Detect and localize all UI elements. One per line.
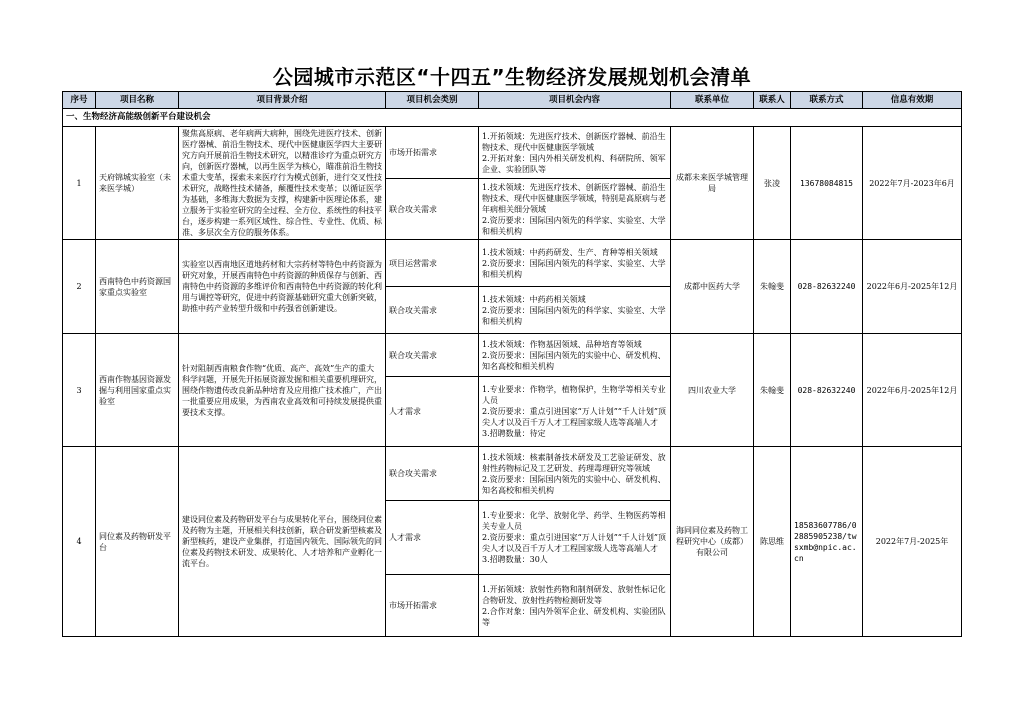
validity-period: 2022年6月-2025年12月	[863, 240, 962, 334]
need-category: 项目运营需求	[386, 240, 479, 287]
header-phone: 联系方式	[791, 92, 863, 109]
need-category: 联合攻关需求	[386, 179, 479, 240]
table-header-row	[63, 92, 962, 109]
need-category: 人才需求	[386, 501, 479, 575]
need-category: 联合攻关需求	[386, 287, 479, 334]
project-background: 聚焦高原病、老年病两大病种，围绕先进医疗技术、创新医疗器械、前沿生物技术、现代中医健康医学四大主要研究方向开展前沿生物技术研究，以精准诊疗为重点研究方向，创新医疗器械，以再生医学为核心，瞄准前沿生物技术重大变革，探索未来医疗行为模式创新，进行交叉性技术研究，战略性技术储备，颠覆性技术变革；以循证医学为基础，多维海大数据为支撑，构建新中医理论体系，建立服务于实验室研究的全过程、全方位、系统性的科技平台，逐步构建一系列区域性、综合性、专业性、优质、标准、多层次全方位的服务体系。	[179, 127, 386, 240]
document-title: 公园城市示范区“十四五”生物经济发展规划机会清单	[272, 65, 752, 89]
project-no: 2	[63, 240, 96, 334]
need-category: 市场开拓需求	[386, 127, 479, 179]
validity-period: 2022年7月-2025年	[863, 447, 962, 637]
header-person: 联系人	[754, 92, 791, 109]
need-content: 1.专业要求：化学、放射化学、药学、生物医药等相关专业人员 2.资历要求：重点引进国家“万人计划”“千人计划”顶尖人才以及百千万人才工程国家级人选等高端人才 3.招聘数量：30人	[479, 501, 671, 575]
need-content: 1.专业要求：作物学，植物保护，生物学等相关专业人员 2.资历要求：重点引进国家“万人计划”“千人计划”顶尖人才以及百千万人才工程国家级人选等高端人才 3.招聘数量：待定	[479, 377, 671, 447]
need-content: 1.技术领域：中药药研发、生产、育种等相关领域 2.资历要求：国际国内领先的科学家、实验室、大学和相关机构	[479, 240, 671, 287]
table-row	[63, 447, 962, 501]
contact-person: 陈思维	[754, 447, 791, 637]
need-content: 1.开拓领域：先进医疗技术、创新医疗器械、前沿生物技术、现代中医健康医学领域 2.开拓对象：国内外相关研发机构、科研院所、领军企业、实验团队等	[479, 127, 671, 179]
need-content: 1.技术领域：先进医疗技术、创新医疗器械、前沿生物技术、现代中医健康医学领域，特别是高原病与老年病相关细分领域 2.资历要求：国际国内领先的科学家、实验室、大学和相关机构	[479, 179, 671, 240]
validity-period: 2022年6月-2025年12月	[863, 334, 962, 447]
project-background: 实验室以西南地区道地药材和大宗药材等特色中药资源为研究对象，开展西南特色中药资源的种质保存与创新、西南特色中药资源的多维评价和西南特色中药资源的转化利用与调控等研究，促进中药资源基础研究重大创新突破，助推中药产业转型升级和中药强省创新建设。	[179, 240, 386, 334]
contact-unit: 成都中医药大学	[671, 240, 754, 334]
project-no: 4	[63, 447, 96, 637]
section-row	[63, 109, 962, 127]
need-category: 人才需求	[386, 377, 479, 447]
project-background: 针对阻制西南粮食作物“优质、高产、高效”生产的重大科学问题，开展先开拓展资源发掘和相关重要机理研究，围绕作物遗传改良新品种培育及应用推广技术推广，产出一批重要应用成果，为西南农业高效和可持续发展提供重要技术支撑。	[179, 334, 386, 447]
table-row	[63, 127, 962, 179]
contact-phone: 18583607786/02885905238/twsxmb@npic.ac.cn	[791, 447, 863, 637]
contact-unit: 成都未来医学城管理局	[671, 127, 754, 240]
project-name: 西南作物基因资源发掘与利用国家重点实验室	[96, 334, 179, 447]
project-name: 天府锦城实验室（未来医学城）	[96, 127, 179, 240]
contact-unit: 海同同位素及药物工程研究中心（成都）有限公司	[671, 447, 754, 637]
project-no: 1	[63, 127, 96, 240]
need-category: 市场开拓需求	[386, 575, 479, 637]
need-content: 1.开拓领域：放射性药物和制剂研发、放射性标记化合物研发、放射性药物检测研发等 2.合作对象：国内外领军企业、研发机构、实验团队等	[479, 575, 671, 637]
header-project-name: 项目名称	[96, 92, 179, 109]
contact-phone: 13678084815	[791, 127, 863, 240]
contact-person: 朱翰斐	[754, 240, 791, 334]
header-unit: 联系单位	[671, 92, 754, 109]
header-background: 项目背景介绍	[179, 92, 386, 109]
need-content: 1.技术领域：核素制备技术研发及工艺验证研发、放射性药物标记及工艺研发、药理毒理研究等领域 2.资历要求：国际国内领先的实验中心、研发机构、知名高校和相关机构	[479, 447, 671, 501]
section-title: 一、生物经济高能级创新平台建设机会	[63, 109, 962, 127]
need-category: 联合攻关需求	[386, 447, 479, 501]
opportunity-table	[62, 91, 962, 637]
contact-phone: 028-82632240	[791, 334, 863, 447]
project-name: 同位素及药物研发平台	[96, 447, 179, 637]
contact-person: 张凌	[754, 127, 791, 240]
contact-person: 朱翰斐	[754, 334, 791, 447]
header-category: 项目机会类别	[386, 92, 479, 109]
header-content: 项目机会内容	[479, 92, 671, 109]
validity-period: 2022年7月-2023年6月	[863, 127, 962, 240]
project-name: 西南特色中药资源国家重点实验室	[96, 240, 179, 334]
header-validity: 信息有效期	[863, 92, 962, 109]
project-no: 3	[63, 334, 96, 447]
project-background: 建设同位素及药物研发平台与成果转化平台，围绕同位素及药物为主题，开展相关科技创新，联合研发新型核素及新型核药，建设产业集群，打造国内领先、国际领先的同位素及药物技术研发、成果转化、人才培养和产业孵化一流平台。	[179, 447, 386, 637]
table-row	[63, 334, 962, 377]
need-category: 联合攻关需求	[386, 334, 479, 377]
contact-unit: 四川农业大学	[671, 334, 754, 447]
header-no: 序号	[63, 92, 96, 109]
contact-phone: 028-82632240	[791, 240, 863, 334]
need-content: 1.技术领域：中药药相关领域 2.资历要求：国际国内领先的科学家、实验室、大学和相关机构	[479, 287, 671, 334]
table-row	[63, 240, 962, 287]
need-content: 1.技术领域：作物基因领域、品种培育等领域 2.资历要求：国际国内领先的实验中心、研发机构、知名高校和相关机构	[479, 334, 671, 377]
